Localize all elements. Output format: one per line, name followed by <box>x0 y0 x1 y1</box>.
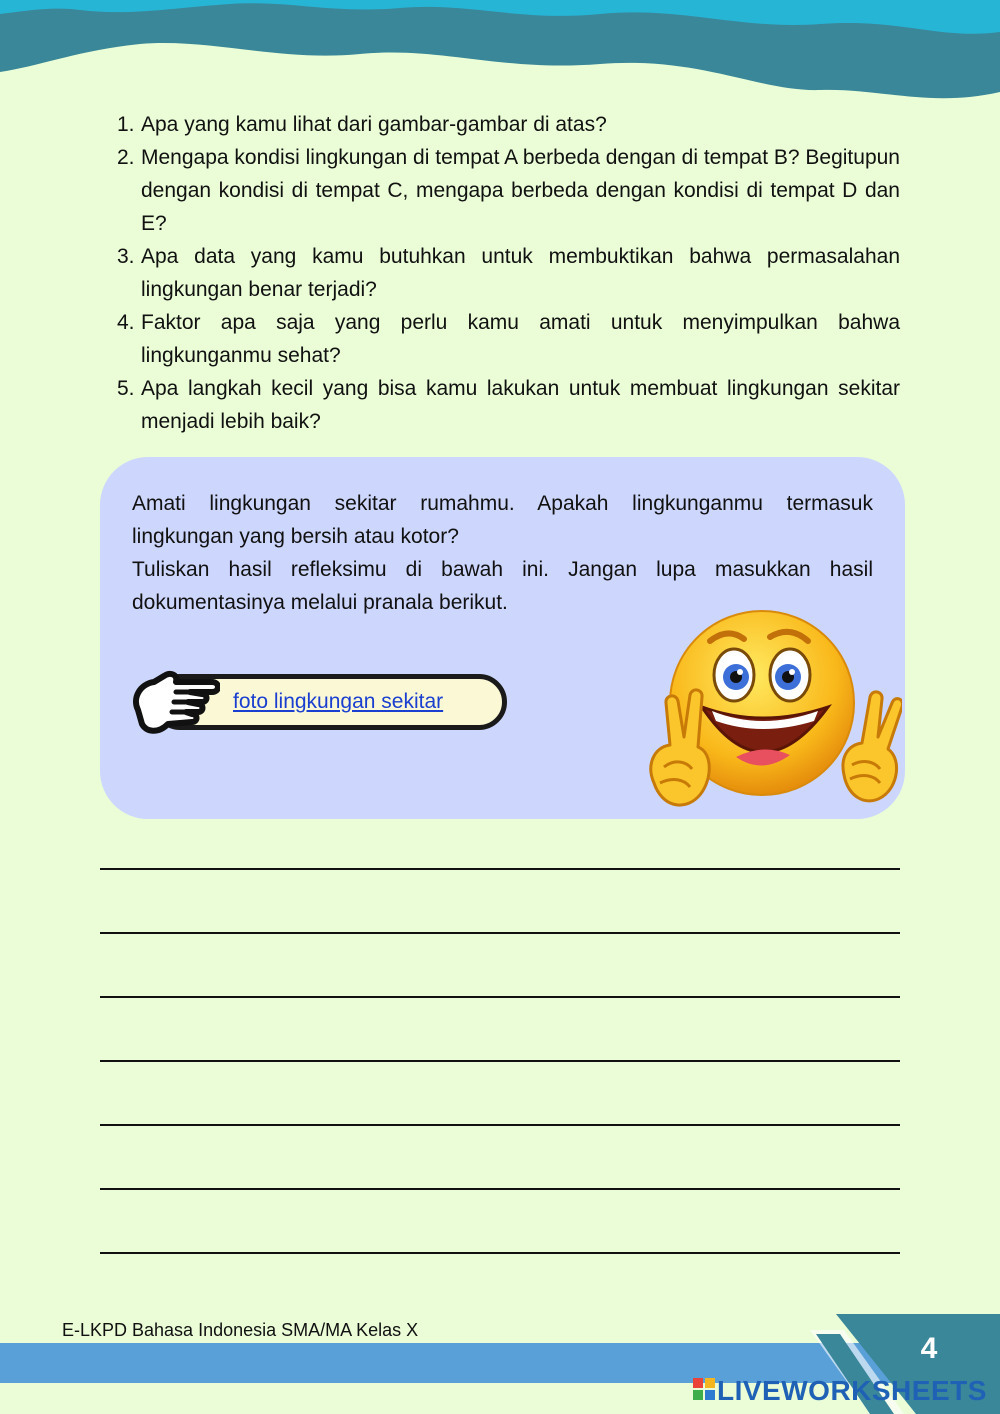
question-number: 3. <box>117 245 135 268</box>
answer-line[interactable] <box>100 1188 900 1190</box>
question-text: Apa data yang kamu butuhkan untuk membuktikan bahwa permasalahan lingkungan benar terjadi? <box>141 245 900 301</box>
header-wave-decoration <box>0 0 1000 110</box>
task-paragraph-1: Amati lingkungan sekitar rumahmu. Apakah lingkunganmu termasuk lingkungan yang bersih atau kotor? <box>132 492 873 548</box>
question-item <box>112 141 900 240</box>
liveworksheets-brand: LIVEWORKSHEETS <box>717 1375 987 1406</box>
task-box <box>100 457 905 819</box>
answer-line[interactable] <box>100 1060 900 1062</box>
answer-line[interactable] <box>100 868 900 870</box>
question-number: 1. <box>117 113 135 136</box>
page-number: 4 <box>920 1332 938 1365</box>
answer-line[interactable] <box>100 1252 900 1254</box>
question-text: Mengapa kondisi lingkungan di tempat A berbeda dengan di tempat B? Begitupun dengan kondisi di tempat C, mengapa berbeda dengan kondisi di tempat D dan E? <box>141 146 900 235</box>
photo-link[interactable]: foto lingkungan sekitar <box>233 690 444 713</box>
question-number: 5. <box>117 377 135 400</box>
task-paragraph-2: Tuliskan hasil refleksimu di bawah ini. Jangan lupa masukkan hasil dokumentasinya melalui pranala berikut. <box>132 558 873 614</box>
answer-line[interactable] <box>100 996 900 998</box>
question-item <box>112 372 900 438</box>
task-instructions <box>132 487 873 619</box>
question-number: 2. <box>117 146 135 169</box>
question-item <box>112 240 900 306</box>
liveworksheets-logo-icon <box>693 1378 715 1400</box>
question-item <box>112 108 900 141</box>
question-item <box>112 306 900 372</box>
footer-title: E-LKPD Bahasa Indonesia SMA/MA Kelas X <box>62 1320 419 1340</box>
question-text: Apa yang kamu lihat dari gambar-gambar di atas? <box>141 113 607 136</box>
question-text: Apa langkah kecil yang bisa kamu lakukan untuk membuat lingkungan sekitar menjadi lebih baik? <box>141 377 900 433</box>
question-list <box>112 108 900 438</box>
answer-line[interactable] <box>100 1124 900 1126</box>
question-text: Faktor apa saja yang perlu kamu amati untuk menyimpulkan bahwa lingkunganmu sehat? <box>141 311 900 367</box>
answer-line[interactable] <box>100 932 900 934</box>
pointing-hand-icon <box>128 664 220 738</box>
question-number: 4. <box>117 311 135 334</box>
smiley-thumbs-up-icon <box>640 607 902 819</box>
